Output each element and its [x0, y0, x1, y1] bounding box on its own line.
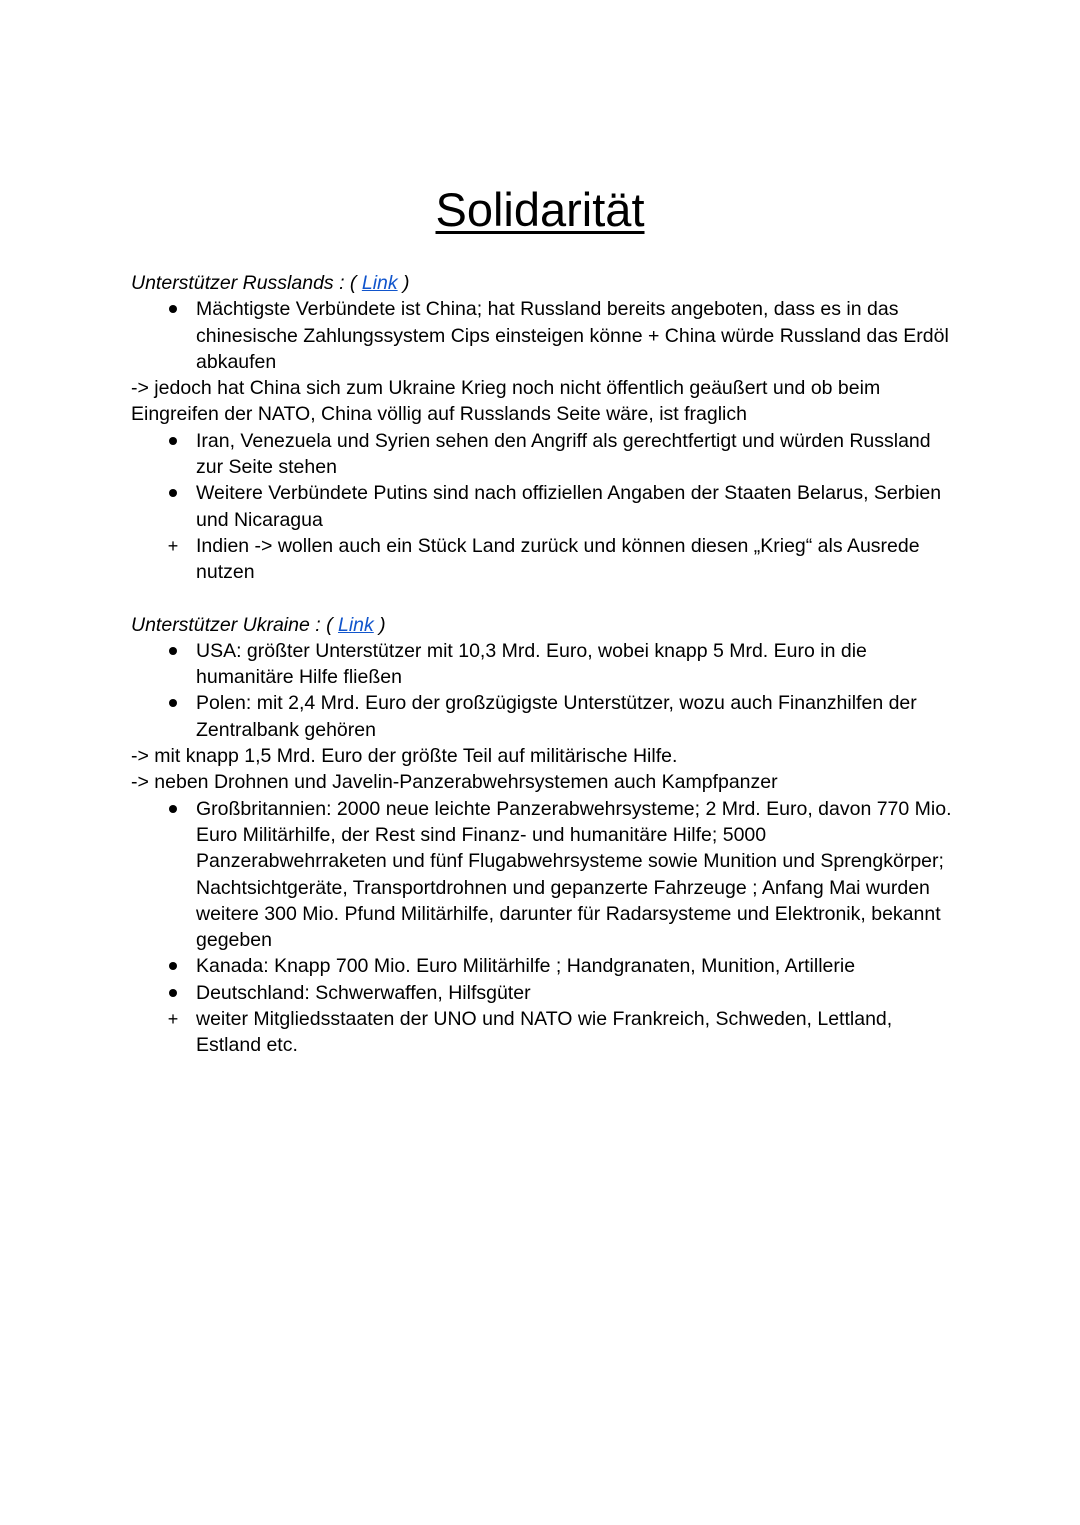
heading-label: Unterstützer Ukraine : (	[131, 613, 338, 636]
list-item-text: Mächtigste Verbündete ist China; hat Russland bereits angeboten, dass es in das chinesische Zahlungssystem Cips einsteigen könne + China würde Russland das Erdöl abkaufen	[196, 298, 949, 373]
section-heading-russia	[131, 270, 961, 296]
bullet-list-russia-a	[131, 296, 961, 375]
bullet-plus-icon: +	[167, 535, 179, 556]
note-line: -> jedoch hat China sich zum Ukraine Krieg noch nicht öffentlich geäußert und ob beim Eingreifen der NATO, China völlig auf Russlands Seite wäre, ist fraglich	[131, 377, 881, 426]
section-heading-ukraine	[131, 612, 961, 638]
heading-suffix: )	[397, 272, 410, 294]
list-item-text: USA: größter Unterstützer mit 10,3 Mrd. Euro, wobei knapp 5 Mrd. Euro in die humanitäre Hilfe fließen	[196, 639, 867, 689]
bullet-plus-icon: +	[167, 1009, 179, 1030]
note-line: -> mit knapp 1,5 Mrd. Euro der größte Teil auf militärische Hilfe.	[131, 745, 678, 768]
list-item	[131, 690, 961, 743]
list-item-text: Großbritannien: 2000 neue leichte Panzerabwehrsysteme; 2 Mrd. Euro, davon 770 Mio. Euro Militärhilfe, der Rest sind Finanz- und humanitäre Hilfe; 5000 Panzerabwehrraketen und fünf Flugabwehrsysteme sowie Munition und Sprengkörper; Nachtsichtgeräte, Transportdrohnen und gepanzerte Fahrzeuge ; Anfang Mai wurden weitere 300 Mio. Pfund Militärhilfe, darunter für Radarsysteme und Elektronik, bekannt gegeben	[196, 797, 952, 952]
list-item-text: Polen: mit 2,4 Mrd. Euro der großzügigste Unterstützer, wozu auch Finanzhilfen der Zentralbank gehören	[196, 692, 917, 741]
bullet-list-ukraine-b	[131, 796, 961, 1059]
page-title: Solidarität	[435, 183, 645, 236]
note-line: -> neben Drohnen und Javelin-Panzerabwehrsystemen auch Kampfpanzer	[131, 771, 778, 794]
list-item	[131, 428, 961, 481]
heading-suffix: )	[373, 613, 386, 636]
list-item	[131, 533, 961, 586]
list-item	[131, 296, 961, 375]
list-item	[131, 796, 961, 954]
section-spacer	[131, 586, 961, 612]
list-item	[131, 638, 961, 691]
list-item	[131, 953, 961, 979]
heading-label: Unterstützer Russlands : (	[131, 272, 362, 294]
list-item-text: Kanada: Knapp 700 Mio. Euro Militärhilfe ; Handgranaten, Munition, Artillerie	[196, 955, 856, 978]
source-link-russia[interactable]: Link	[361, 272, 398, 294]
list-item	[131, 1006, 961, 1059]
list-item	[131, 480, 961, 533]
list-item-text: Weitere Verbündete Putins sind nach offiziellen Angaben der Staaten Belarus, Serbien und Nicaragua	[196, 482, 942, 531]
document-body	[131, 270, 961, 1059]
list-item-text: Iran, Venezuela und Syrien sehen den Angriff als gerechtfertigt und würden Russland zur Seite stehen	[196, 429, 931, 479]
list-item	[131, 980, 961, 1006]
list-item-text: weiter Mitgliedsstaaten der UNO und NATO wie Frankreich, Schweden, Lettland, Estland etc.	[196, 1008, 893, 1057]
bullet-list-russia-b	[131, 428, 961, 586]
bullet-list-ukraine-a	[131, 638, 961, 743]
list-item-text: Indien -> wollen auch ein Stück Land zurück und können diesen „Krieg“ als Ausrede nutzen	[196, 534, 920, 584]
list-item-text: Deutschland: Schwerwaffen, Hilfsgüter	[196, 981, 531, 1004]
source-link-ukraine[interactable]: Link	[337, 613, 374, 636]
